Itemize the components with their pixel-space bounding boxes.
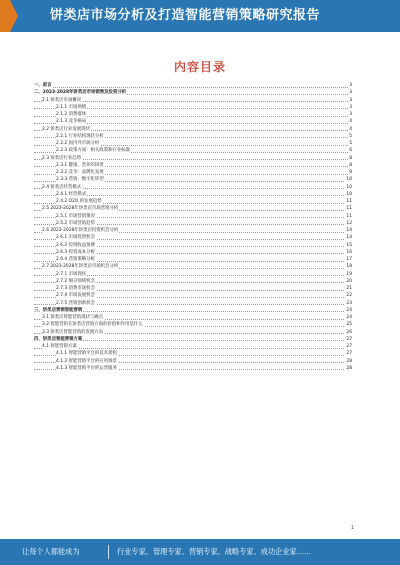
footer-slogan: 让每个人都能成为 (22, 547, 80, 556)
toc-entry-page: 3 (349, 83, 352, 88)
toc-entry[interactable] (34, 343, 352, 350)
toc-entry-page: 20 (346, 278, 352, 284)
toc-entry-page: 15 (346, 242, 352, 248)
toc-entry-text: 2.7.3 消费市场机会 (56, 286, 95, 291)
toc-entry-text: 2.7.1 市场现状 (56, 271, 87, 277)
toc-entry-text: 2.7.4 市场发展机会 (56, 293, 95, 299)
toc-entry[interactable] (34, 321, 352, 328)
toc-entry-text: 2.5 2023-2028年饼类店市场营销分析 (42, 206, 119, 212)
toc-entry-page: 10 (346, 177, 352, 183)
table-of-contents (34, 82, 352, 372)
footer-bar (0, 539, 400, 565)
toc-entry-text: 2.1.1 市场规模 (56, 104, 87, 110)
toc-entry[interactable] (34, 133, 352, 140)
toc-entry-page: 28 (346, 365, 352, 371)
toc-entry-text: 2.1.3 竞争格局 (56, 119, 87, 125)
toc-entry-page: 4 (349, 126, 352, 132)
toc-entry[interactable] (34, 104, 352, 111)
toc-entry-page: 3 (349, 90, 352, 96)
toc-entry[interactable] (34, 213, 352, 220)
toc-entry-page: 24 (346, 315, 352, 320)
toc-entry-text: 2.3 饼类店行业趋势 (42, 155, 82, 161)
toc-entry-text: 2.7 2023-2028年饼类店市场机会分析 (42, 264, 119, 270)
toc-entry-text: 2.7.2 细分领域机会 (56, 278, 95, 284)
toc-entry-page: 27 (346, 351, 352, 357)
toc-title: 内容目录 (173, 60, 226, 74)
toc-entry-page: 28 (346, 358, 352, 364)
toc-entry[interactable] (34, 329, 352, 336)
toc-entry-text: 2.6.4 营销策略分析 (56, 257, 95, 262)
toc-entry-text: 2.2 饼类店行业发展现状 (42, 126, 90, 132)
toc-entry-page: 8 (349, 162, 352, 168)
toc-entry-text: 2.3.1 健康、营养的饼类 (56, 162, 104, 168)
toc-entry-text: 2.6 2023-2028年饼类店投资机会分析 (42, 228, 119, 233)
toc-entry-text: 4.1.2 智能营销平台的应用场景 (56, 358, 117, 364)
toc-entry-page: 27 (346, 336, 352, 342)
toc-entry-page: 5 (349, 141, 352, 146)
toc-entry-text: 2.3.2 竞争：品牌化发展 (56, 170, 104, 175)
toc-entry-page: 3 (349, 97, 352, 103)
toc-entry[interactable] (34, 263, 352, 270)
toc-entry-page: 10 (346, 184, 352, 190)
toc-entry-page: 22 (346, 293, 352, 299)
toc-entry-page: 3 (349, 112, 352, 117)
toc-entry[interactable] (34, 82, 352, 89)
toc-entry-page: 14 (346, 235, 352, 241)
toc-entry[interactable] (34, 271, 352, 278)
toc-entry-page: 11 (346, 206, 352, 212)
toc-entry[interactable] (34, 97, 352, 104)
toc-entry[interactable] (34, 336, 352, 343)
toc-entry-page: 10 (346, 191, 352, 197)
toc-entry[interactable] (34, 140, 352, 147)
toc-entry-text: 2.6.3 投资成本分析 (56, 249, 95, 255)
toc-entry-text: 2.1.2 消费群体 (56, 112, 87, 117)
toc-entry-page: 4 (349, 119, 352, 125)
toc-entry[interactable] (34, 205, 352, 212)
toc-entry-page: 11 (346, 199, 352, 204)
toc-entry-text: 2.2.3 政策方面：相关政策和行业标准 (56, 148, 131, 154)
toc-entry-text: 2.7.5 营销创新机会 (56, 300, 95, 306)
toc-entry-page: 23 (346, 300, 352, 306)
toc-entry[interactable] (34, 358, 352, 365)
toc-entry-text: 二、2023-2028年饼类店市场销售及投资分析 (34, 90, 127, 96)
toc-entry-page: 19 (346, 271, 352, 277)
toc-entry-text: 2.6.2 投资收益预测 (56, 242, 95, 248)
toc-entry-text: 3.3 饼类店智能营销的发展方向 (42, 329, 104, 335)
toc-entry-page: 26 (346, 329, 352, 335)
toc-entry[interactable] (34, 249, 352, 256)
toc-entry[interactable] (34, 198, 352, 205)
toc-entry[interactable] (34, 169, 352, 176)
toc-entry-text: 一、前言 (34, 83, 52, 88)
toc-entry-text: 2.4 饼类店经营模式 (42, 184, 82, 190)
toc-entry-page: 9 (349, 170, 352, 175)
toc-entry[interactable] (34, 111, 352, 118)
toc-entry-text: 三、饼类店营销智能营销 (34, 307, 83, 313)
toc-leader-dots (34, 87, 352, 88)
toc-entry-text: 2.1 饼类店市场概况 (42, 97, 82, 103)
toc-entry-page: 5 (349, 133, 352, 139)
toc-entry-text: 4.1.1 智能营销平台的技术架构 (56, 351, 117, 357)
toc-entry-page: 25 (346, 322, 352, 328)
toc-entry[interactable] (34, 300, 352, 307)
toc-entry[interactable] (34, 307, 352, 314)
toc-entry-page: 8 (349, 155, 352, 161)
header-ribbon (0, 0, 10, 32)
toc-entry-page: 3 (349, 104, 352, 110)
toc-entry[interactable] (34, 285, 352, 292)
toc-entry-page: 11 (346, 213, 352, 219)
toc-entry[interactable] (34, 278, 352, 285)
toc-entry-page: 16 (346, 249, 352, 255)
toc-entry-text: 2.4.2 O2O 的发展趋势 (56, 199, 102, 204)
toc-entry[interactable] (34, 227, 352, 234)
footer-tagline: 行业专家、管理专家、营销专家、战略专家、成功企业家…… (117, 547, 312, 556)
toc-entry[interactable] (34, 234, 352, 241)
toc-entry[interactable] (34, 147, 352, 154)
toc-entry-text: 3.1 饼类店智能营销现状与痛点 (42, 315, 104, 320)
toc-entry[interactable] (34, 242, 352, 249)
toc-entry[interactable] (34, 256, 352, 263)
toc-entry[interactable] (34, 162, 352, 169)
toc-entry-page: 17 (346, 257, 352, 262)
toc-entry-text: 四、饼类店智能营销方案 (34, 336, 83, 342)
toc-entry[interactable] (34, 191, 352, 198)
report-title: 饼类店市场分析及打造智能营销策略研究报告 (50, 8, 321, 23)
toc-entry[interactable] (34, 365, 352, 372)
toc-entry-text: 2.3.3 营销：数字化转型 (56, 177, 104, 183)
toc-entry-page: 6 (349, 148, 352, 154)
toc-entry-text: 3.2 智能营销在饼类店营销方面的价值和作用是什么 (42, 322, 143, 328)
toc-entry-text: 2.4.1 经营模式 (56, 191, 87, 197)
header-bar (0, 0, 400, 32)
toc-entry[interactable] (34, 126, 352, 133)
toc-entry-page: 18 (346, 264, 352, 270)
toc-entry-text: 2.5.2 市场营销趋势 (56, 220, 95, 226)
toc-entry[interactable] (34, 220, 352, 227)
toc-entry[interactable] (34, 292, 352, 299)
toc-entry-text: 4.1.3 智能营销平台的运营服务 (56, 365, 117, 371)
toc-entry-page: 14 (346, 228, 352, 233)
toc-entry[interactable] (34, 184, 352, 191)
toc-entry-text: 2.2.1 行业结构现状分析 (56, 133, 104, 139)
header-ribbon-tip (10, 0, 18, 32)
toc-entry-text: 2.6.1 市场投资机会 (56, 235, 95, 241)
toc-entry[interactable] (34, 350, 352, 357)
toc-entry[interactable] (34, 314, 352, 321)
toc-entry-text: 2.2.2 国内外市场分析 (56, 141, 100, 146)
toc-entry-page: 21 (346, 286, 352, 291)
toc-entry-page: 12 (346, 220, 352, 226)
toc-entry-text: 2.5.1 市场营销情况 (56, 213, 95, 219)
footer-divider (108, 545, 109, 559)
toc-entry[interactable] (34, 89, 352, 96)
toc-entry-page: 24 (346, 307, 352, 313)
toc-entry-page: 27 (346, 344, 352, 349)
toc-entry[interactable] (34, 155, 352, 162)
toc-leader-dots (34, 348, 352, 349)
page-number: 1 (350, 525, 354, 531)
toc-entry[interactable] (34, 176, 352, 183)
toc-entry-text: 4.1 智能营销方案 (42, 344, 77, 349)
toc-entry[interactable] (34, 118, 352, 125)
